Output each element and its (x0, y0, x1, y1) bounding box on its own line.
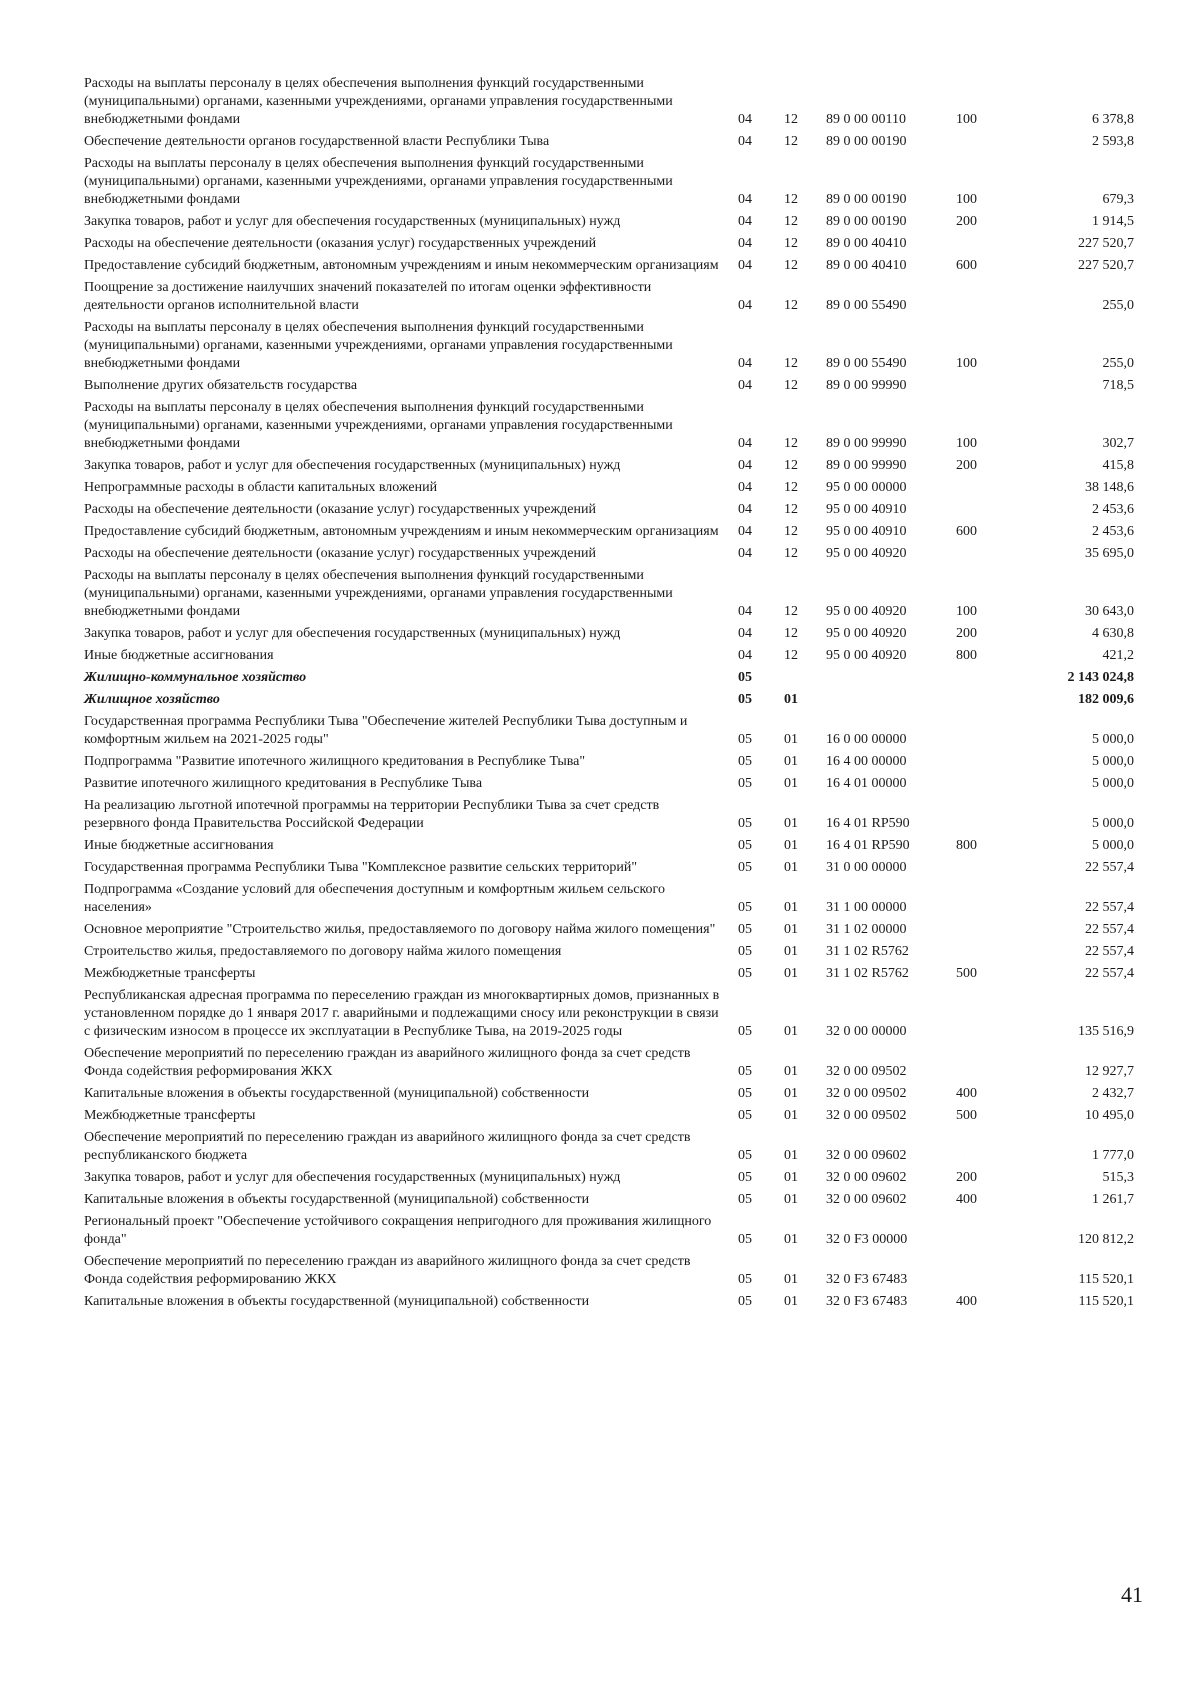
row-section: 05 (738, 1148, 752, 1163)
row-amount: 302,7 (1102, 436, 1134, 451)
row-target-code: 32 0 00 09602 (826, 1170, 907, 1185)
budget-table (84, 74, 1146, 1314)
row-expense-type (956, 796, 1032, 836)
row-target-code: 32 0 F3 00000 (826, 1232, 908, 1247)
row-amount: 22 557,4 (1085, 922, 1134, 937)
row-subsection: 12 (784, 378, 798, 393)
row-target-code: 32 0 00 00000 (826, 1024, 907, 1039)
row-subsection: 01 (784, 1086, 798, 1101)
row-section: 04 (738, 356, 752, 371)
row-expense-type (956, 942, 1032, 964)
row-expense-type: 200 (956, 214, 977, 229)
row-amount: 5 000,0 (1092, 732, 1134, 747)
row-target-code: 89 0 00 99990 (826, 458, 907, 473)
row-target-code: 89 0 00 40410 (826, 236, 907, 251)
table-row (84, 1106, 1146, 1128)
row-target-code: 16 4 01 00000 (826, 776, 907, 791)
row-target-code: 16 4 01 RP590 (826, 816, 910, 831)
row-target-code: 16 4 01 RP590 (826, 838, 910, 853)
row-section: 05 (738, 776, 752, 791)
table-row (84, 624, 1146, 646)
row-amount: 35 695,0 (1085, 546, 1134, 561)
row-amount: 227 520,7 (1078, 258, 1134, 273)
table-row (84, 1168, 1146, 1190)
row-name: Капитальные вложения в объекты государственной (муниципальной) собственности (84, 1294, 590, 1309)
row-section: 04 (738, 480, 752, 495)
row-name: Закупка товаров, работ и услуг для обеспечения государственных (муниципальных) нужд (84, 1170, 621, 1185)
table-row (84, 712, 1146, 752)
row-target-code: 95 0 00 40910 (826, 502, 907, 517)
row-expense-type (956, 132, 1032, 154)
row-expense-type (956, 668, 1032, 690)
row-name: Иные бюджетные ассигнования (84, 838, 274, 853)
row-expense-type: 200 (956, 626, 977, 641)
row-name: Межбюджетные трансферты (84, 966, 256, 981)
row-target-code: 95 0 00 40910 (826, 524, 907, 539)
row-subsection: 12 (784, 480, 798, 495)
row-section: 05 (738, 670, 752, 685)
row-subsection: 01 (784, 1108, 798, 1123)
row-section: 05 (738, 732, 752, 747)
row-subsection: 12 (784, 604, 798, 619)
row-target-code: 89 0 00 00110 (826, 112, 906, 127)
row-expense-type (956, 1044, 1032, 1084)
row-expense-type: 800 (956, 648, 977, 663)
page-number: 41 (1121, 1582, 1143, 1607)
row-subsection: 12 (784, 112, 798, 127)
row-subsection: 12 (784, 192, 798, 207)
row-amount: 182 009,6 (1078, 692, 1134, 707)
row-name: Республиканская адресная программа по переселению граждан из многоквартирных домов, признанных в установленном порядке до 1 января 2017 г. аварийными и подлежащими сносу или реконструкции в связи с физическим износом в процессе их эксплуатации в Республике Тыва, на 2019-2025 годы (84, 988, 720, 1039)
row-expense-type (956, 544, 1032, 566)
row-section: 04 (738, 214, 752, 229)
table-row (84, 522, 1146, 544)
row-expense-type (956, 500, 1032, 522)
table-row (84, 1212, 1146, 1252)
row-section: 05 (738, 922, 752, 937)
row-expense-type (956, 712, 1032, 752)
row-amount: 22 557,4 (1085, 860, 1134, 875)
row-subsection: 01 (784, 1024, 798, 1039)
row-subsection: 01 (784, 1148, 798, 1163)
row-section: 04 (738, 436, 752, 451)
table-row (84, 154, 1146, 212)
row-name: Межбюджетные трансферты (84, 1108, 256, 1123)
row-name: Иные бюджетные ассигнования (84, 648, 274, 663)
row-section: 04 (738, 546, 752, 561)
row-target-code: 31 1 02 R5762 (826, 966, 909, 981)
row-target-code: 31 0 00 00000 (826, 860, 907, 875)
row-section: 04 (738, 112, 752, 127)
table-row (84, 796, 1146, 836)
row-section: 04 (738, 502, 752, 517)
table-row (84, 774, 1146, 796)
row-target-code: 89 0 00 00190 (826, 134, 907, 149)
row-target-code (826, 690, 956, 712)
table-row (84, 858, 1146, 880)
row-target-code (826, 668, 956, 690)
row-expense-type (956, 478, 1032, 500)
table-row (84, 74, 1146, 132)
table-row (84, 1084, 1146, 1106)
row-subsection: 01 (784, 1192, 798, 1207)
row-name: Закупка товаров, работ и услуг для обеспечения государственных (муниципальных) нужд (84, 626, 621, 641)
row-expense-type: 100 (956, 192, 977, 207)
row-target-code: 32 0 00 09502 (826, 1086, 907, 1101)
row-target-code: 95 0 00 40920 (826, 546, 907, 561)
table-row (84, 132, 1146, 154)
row-subsection: 01 (784, 1232, 798, 1247)
row-amount: 515,3 (1102, 1170, 1134, 1185)
table-row (84, 668, 1146, 690)
row-amount: 22 557,4 (1085, 900, 1134, 915)
table-row (84, 234, 1146, 256)
table-row (84, 986, 1146, 1044)
row-amount: 2 432,7 (1092, 1086, 1134, 1101)
table-row (84, 690, 1146, 712)
row-amount: 2 143 024,8 (1067, 670, 1134, 685)
row-name: Развитие ипотечного жилищного кредитования в Республике Тыва (84, 776, 483, 791)
row-target-code: 32 0 00 09502 (826, 1108, 907, 1123)
row-section: 05 (738, 1192, 752, 1207)
row-subsection: 12 (784, 502, 798, 517)
row-section: 04 (738, 458, 752, 473)
row-section: 05 (738, 944, 752, 959)
row-target-code: 32 0 00 09602 (826, 1192, 907, 1207)
table-row (84, 1044, 1146, 1084)
row-subsection: 01 (784, 922, 798, 937)
row-section: 05 (738, 692, 752, 707)
row-amount: 679,3 (1102, 192, 1134, 207)
row-name: Обеспечение мероприятий по переселению граждан из аварийного жилищного фонда за счет средств республиканского бюджета (84, 1130, 691, 1163)
row-target-code: 31 1 02 R5762 (826, 944, 909, 959)
row-name: Основное мероприятие "Строительство жилья, предоставляемого по договору найма жилого помещения" (84, 922, 716, 937)
row-section: 04 (738, 604, 752, 619)
row-expense-type: 600 (956, 258, 977, 273)
row-amount: 115 520,1 (1078, 1272, 1134, 1287)
row-amount: 5 000,0 (1092, 754, 1134, 769)
row-expense-type (956, 376, 1032, 398)
table-row (84, 456, 1146, 478)
table-row (84, 920, 1146, 942)
row-amount: 6 378,8 (1092, 112, 1134, 127)
table-row (84, 376, 1146, 398)
row-amount: 12 927,7 (1085, 1064, 1134, 1079)
table-row (84, 566, 1146, 624)
row-section: 05 (738, 1170, 752, 1185)
row-name: Обеспечение деятельности органов государственной власти Республики Тыва (84, 134, 550, 149)
row-target-code: 89 0 00 99990 (826, 378, 907, 393)
table-row (84, 212, 1146, 234)
row-name: Закупка товаров, работ и услуг для обеспечения государственных (муниципальных) нужд (84, 458, 621, 473)
row-expense-type: 100 (956, 112, 977, 127)
row-section: 05 (738, 1064, 752, 1079)
row-target-code: 95 0 00 00000 (826, 480, 907, 495)
row-expense-type (956, 774, 1032, 796)
row-expense-type (956, 752, 1032, 774)
table-row (84, 836, 1146, 858)
row-subsection: 01 (784, 776, 798, 791)
row-expense-type (956, 1212, 1032, 1252)
row-name: Расходы на обеспечение деятельности (оказание услуг) государственных учреждений (84, 502, 596, 517)
row-section: 05 (738, 860, 752, 875)
row-section: 04 (738, 378, 752, 393)
row-name: Закупка товаров, работ и услуг для обеспечения государственных (муниципальных) нужд (84, 214, 621, 229)
row-target-code: 31 1 00 00000 (826, 900, 907, 915)
row-section: 05 (738, 1086, 752, 1101)
row-amount: 415,8 (1102, 458, 1134, 473)
row-amount: 5 000,0 (1092, 776, 1134, 791)
table-row (84, 880, 1146, 920)
table-row (84, 1252, 1146, 1292)
row-amount: 115 520,1 (1078, 1294, 1134, 1309)
row-subsection: 01 (784, 944, 798, 959)
row-subsection: 12 (784, 356, 798, 371)
row-name: Расходы на обеспечение деятельности (оказания услуг) государственных учреждений (84, 236, 597, 251)
row-name: Расходы на обеспечение деятельности (оказание услуг) государственных учреждений (84, 546, 596, 561)
table-row (84, 964, 1146, 986)
row-expense-type: 500 (956, 1108, 977, 1123)
row-expense-type (956, 234, 1032, 256)
row-expense-type: 100 (956, 604, 977, 619)
row-name: Государственная программа Республики Тыва "Обеспечение жителей Республики Тыва доступным и комфортным жильем на 2021-2025 годы" (84, 714, 688, 747)
row-amount: 1 261,7 (1092, 1192, 1134, 1207)
row-section: 05 (738, 1294, 752, 1309)
row-target-code: 89 0 00 99990 (826, 436, 907, 451)
row-target-code: 32 0 00 09502 (826, 1064, 907, 1079)
table-row (84, 942, 1146, 964)
row-expense-type (956, 690, 1032, 712)
row-section: 04 (738, 134, 752, 149)
row-name: Расходы на выплаты персоналу в целях обеспечения выполнения функций государственными (муниципальными) органами, казенными учреждениями, органами управления государственными внебюджетными фондами (84, 568, 673, 619)
row-section: 05 (738, 816, 752, 831)
row-expense-type: 200 (956, 458, 977, 473)
row-section: 05 (738, 900, 752, 915)
row-expense-type: 100 (956, 436, 977, 451)
row-subsection: 01 (784, 900, 798, 915)
row-amount: 255,0 (1102, 298, 1134, 313)
table-row (84, 318, 1146, 376)
row-subsection: 01 (784, 838, 798, 853)
row-name: Поощрение за достижение наилучших значений показателей по итогам оценки эффективности деятельности органов исполнительной власти (84, 280, 652, 313)
row-name: Предоставление субсидий бюджетным, автономным учреждениям и иным некоммерческим организациям (84, 524, 719, 539)
row-expense-type: 100 (956, 356, 977, 371)
row-target-code: 31 1 02 00000 (826, 922, 907, 937)
row-expense-type (956, 1252, 1032, 1292)
row-subsection: 12 (784, 436, 798, 451)
row-subsection: 12 (784, 546, 798, 561)
row-name: Расходы на выплаты персоналу в целях обеспечения выполнения функций государственными (муниципальными) органами, казенными учреждениями, органами управления государственными внебюджетными фондами (84, 156, 673, 207)
row-amount: 30 643,0 (1085, 604, 1134, 619)
row-target-code: 95 0 00 40920 (826, 648, 907, 663)
row-target-code: 89 0 00 00190 (826, 192, 907, 207)
row-name: Жилищно-коммунальное хозяйство (84, 670, 307, 685)
row-name: Государственная программа Республики Тыва "Комплексное развитие сельских территорий" (84, 860, 638, 875)
row-expense-type: 200 (956, 1170, 977, 1185)
row-subsection: 12 (784, 214, 798, 229)
row-expense-type: 800 (956, 838, 977, 853)
table-row (84, 1292, 1146, 1314)
row-subsection: 12 (784, 626, 798, 641)
row-subsection: 12 (784, 258, 798, 273)
row-amount: 5 000,0 (1092, 838, 1134, 853)
row-section: 04 (738, 192, 752, 207)
row-amount: 227 520,7 (1078, 236, 1134, 251)
row-amount: 10 495,0 (1085, 1108, 1134, 1123)
row-section: 05 (738, 1272, 752, 1287)
row-subsection (776, 668, 826, 690)
row-name: Выполнение других обязательств государства (84, 378, 358, 393)
row-subsection: 01 (784, 816, 798, 831)
row-amount: 5 000,0 (1092, 816, 1134, 831)
table-row (84, 752, 1146, 774)
row-section: 04 (738, 258, 752, 273)
table-row (84, 1190, 1146, 1212)
row-expense-type: 600 (956, 524, 977, 539)
row-name: Подпрограмма "Развитие ипотечного жилищного кредитования в Республике Тыва" (84, 754, 586, 769)
row-amount: 1 914,5 (1092, 214, 1134, 229)
table-row (84, 544, 1146, 566)
table-row (84, 646, 1146, 668)
row-amount: 1 777,0 (1092, 1148, 1134, 1163)
table-row (84, 398, 1146, 456)
row-section: 04 (738, 648, 752, 663)
row-target-code: 32 0 F3 67483 (826, 1294, 908, 1309)
table-row (84, 278, 1146, 318)
row-target-code: 89 0 00 00190 (826, 214, 907, 229)
row-expense-type: 400 (956, 1294, 977, 1309)
row-subsection: 01 (784, 1294, 798, 1309)
row-expense-type: 400 (956, 1086, 977, 1101)
row-expense-type (956, 858, 1032, 880)
row-amount: 4 630,8 (1092, 626, 1134, 641)
row-name: Непрограммные расходы в области капитальных вложений (84, 480, 438, 495)
row-subsection: 12 (784, 648, 798, 663)
row-target-code: 89 0 00 55490 (826, 356, 907, 371)
row-amount: 22 557,4 (1085, 966, 1134, 981)
table-body (84, 74, 1146, 1314)
row-subsection: 01 (784, 1272, 798, 1287)
row-amount: 2 453,6 (1092, 502, 1134, 517)
row-target-code: 95 0 00 40920 (826, 626, 907, 641)
row-name: Предоставление субсидий бюджетным, автономным учреждениям и иным некоммерческим организациям (84, 258, 719, 273)
row-expense-type (956, 1128, 1032, 1168)
row-amount: 120 812,2 (1078, 1232, 1134, 1247)
row-name: Капитальные вложения в объекты государственной (муниципальной) собственности (84, 1192, 590, 1207)
row-subsection: 12 (784, 524, 798, 539)
table-row (84, 500, 1146, 522)
row-amount: 135 516,9 (1078, 1024, 1134, 1039)
row-name: Строительство жилья, предоставляемого по договору найма жилого помещения (84, 944, 562, 959)
row-amount: 2 453,6 (1092, 524, 1134, 539)
table-row (84, 1128, 1146, 1168)
row-expense-type: 400 (956, 1192, 977, 1207)
table-row (84, 478, 1146, 500)
row-subsection: 01 (784, 1170, 798, 1185)
row-section: 05 (738, 1108, 752, 1123)
row-section: 05 (738, 1024, 752, 1039)
row-expense-type (956, 986, 1032, 1044)
row-name: На реализацию льготной ипотечной программы на территории Республики Тыва за счет средств резервного фонда Правительства Российской Федерации (84, 798, 660, 831)
row-subsection: 01 (784, 1064, 798, 1079)
row-name: Расходы на выплаты персоналу в целях обеспечения выполнения функций государственными (муниципальными) органами, казенными учреждениями, органами управления государственными внебюджетными фондами (84, 320, 673, 371)
row-subsection: 12 (784, 458, 798, 473)
row-amount: 2 593,8 (1092, 134, 1134, 149)
row-name: Расходы на выплаты персоналу в целях обеспечения выполнения функций государственными (муниципальными) органами, казенными учреждениями, органами управления государственными внебюджетными фондами (84, 76, 673, 127)
row-subsection: 01 (784, 692, 798, 707)
row-target-code: 95 0 00 40920 (826, 604, 907, 619)
row-amount: 421,2 (1102, 648, 1134, 663)
row-target-code: 32 0 00 09602 (826, 1148, 907, 1163)
row-subsection: 01 (784, 860, 798, 875)
table-row (84, 256, 1146, 278)
row-subsection: 12 (784, 236, 798, 251)
row-section: 05 (738, 966, 752, 981)
row-target-code: 32 0 F3 67483 (826, 1272, 908, 1287)
row-name: Капитальные вложения в объекты государственной (муниципальной) собственности (84, 1086, 590, 1101)
row-expense-type (956, 278, 1032, 318)
row-expense-type: 500 (956, 966, 977, 981)
row-name: Подпрограмма «Создание условий для обеспечения доступным и комфортным жильем сельского населения» (84, 882, 665, 915)
row-subsection: 12 (784, 298, 798, 313)
row-name: Обеспечение мероприятий по переселению граждан из аварийного жилищного фонда за счет средств Фонда содействия реформированию ЖКХ (84, 1254, 691, 1287)
row-amount: 255,0 (1102, 356, 1134, 371)
row-section: 04 (738, 524, 752, 539)
row-amount: 22 557,4 (1085, 944, 1134, 959)
row-subsection: 01 (784, 754, 798, 769)
row-section: 05 (738, 1232, 752, 1247)
row-target-code: 16 4 00 00000 (826, 754, 907, 769)
row-subsection: 01 (784, 966, 798, 981)
row-section: 05 (738, 754, 752, 769)
row-name: Обеспечение мероприятий по переселению граждан из аварийного жилищного фонда за счет средств Фонда содействия реформирования ЖКХ (84, 1046, 691, 1079)
row-target-code: 16 0 00 00000 (826, 732, 907, 747)
row-subsection: 12 (784, 134, 798, 149)
row-name: Региональный проект "Обеспечение устойчивого сокращения непригодного для проживания жилищного фонда" (84, 1214, 712, 1247)
row-target-code: 89 0 00 40410 (826, 258, 907, 273)
row-target-code: 89 0 00 55490 (826, 298, 907, 313)
row-expense-type (956, 880, 1032, 920)
row-section: 05 (738, 838, 752, 853)
row-name: Расходы на выплаты персоналу в целях обеспечения выполнения функций государственными (муниципальными) органами, казенными учреждениями, органами управления государственными внебюджетными фондами (84, 400, 673, 451)
row-section: 04 (738, 236, 752, 251)
row-expense-type (956, 920, 1032, 942)
row-subsection: 01 (784, 732, 798, 747)
row-amount: 38 148,6 (1085, 480, 1134, 495)
row-section: 04 (738, 626, 752, 641)
row-amount: 718,5 (1102, 378, 1134, 393)
row-name: Жилищное хозяйство (84, 692, 220, 707)
row-section: 04 (738, 298, 752, 313)
